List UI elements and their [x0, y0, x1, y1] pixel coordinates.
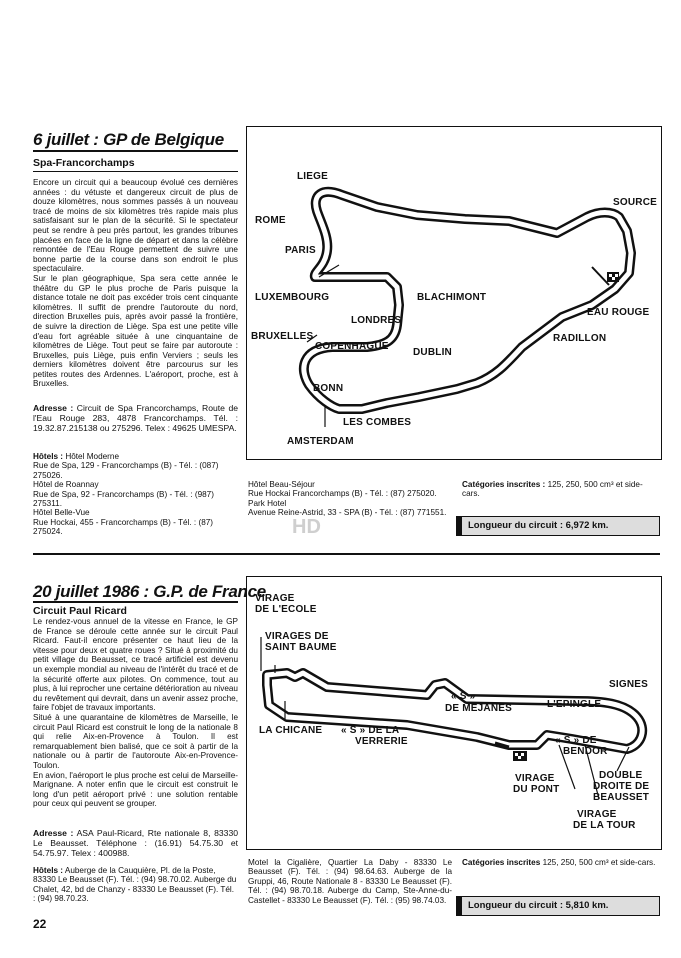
label-epingle: L'EPINGLE — [547, 699, 602, 710]
label-radillon: RADILLON — [553, 333, 607, 344]
belgium-paragraph-1: Encore un circuit qui a beaucoup évolué ces dernières années : du vétuste et dangereux circuit de plus de douze kilomètres, nous sommes passés à un nouveau tracé de moins de six kilomètres très rapide mais plus satisfaisant sur le plan de la sécurité. Si le spectateur peut se rendre à peu près partout, les grandes tribunes placées en face de la ligne de départ et dans la célèbre remontée de l'Eau Rouge permettent de suivre une bonne partie de la course dans son endroit le plus spectaculaire. — [33, 178, 238, 274]
label-rome: ROME — [255, 215, 286, 226]
belgium-hotel-3-name: Hôtel Belle-Vue — [33, 508, 90, 518]
label-s-mejanes-2: DE MEJANES — [445, 703, 513, 714]
france-title: 20 juillet 1986 : G.P. de France — [33, 582, 266, 601]
label-double-1: DOUBLE — [599, 770, 643, 781]
label-liege: LIEGE — [297, 171, 329, 182]
belgium-categories — [462, 480, 660, 499]
label-copenhague: COPENHAGUE — [315, 341, 389, 352]
label-bonn: BONN — [313, 383, 344, 394]
spa-circuit-map — [246, 126, 662, 460]
belgium-address-text: Circuit de Spa Francorchamps, Route de l'Eau Rouge 283, 4878 Francorchamps. Tél. : 19.32.87.215138 ou 275296. Telex : 49625 UMESPA. — [33, 403, 239, 434]
belgium-categories-label: Catégories inscrites : — [462, 480, 546, 489]
page-number: 22 — [33, 917, 47, 931]
belgium-address-label: Adresse : — [33, 403, 74, 413]
label-virage-ecole-2: DE L'ECOLE — [255, 604, 317, 615]
belgium-hotel-2-address: Rue de Spa, 92 - Francorchamps (B) - Tél. : (987) 275311. — [33, 489, 214, 509]
france-address — [33, 828, 238, 859]
label-bruxelles: BRUXELLES — [251, 331, 314, 342]
france-hotels-label: Hôtels : — [33, 866, 64, 875]
belgium-hotel-3-address: Rue Hockai, 455 - Francorchamps (B) - Tél. : (87) 275024. — [33, 517, 214, 537]
france-circuit-name: Circuit Paul Ricard — [33, 605, 127, 617]
label-chicane: LA CHICANE — [259, 725, 323, 736]
france-paragraph-2: Situé à une quarantaine de kilomètres de Marseille, le circuit Paul Ricard est construit le long de la nationale 8 qui relie Aix-en-Provence à Toulon. Il est remarquablement bien balisé, que ce soit à partir de la nationale ou à partir de l'autoroute Aix-en-Provence-Toulon. — [33, 712, 238, 770]
label-amsterdam: AMSTERDAM — [287, 436, 354, 447]
section-divider — [33, 553, 660, 555]
belgium-circuit-name: Spa-Francorchamps — [33, 157, 135, 169]
france-hotels-right: Motel la Cigalière, Quartier La Daby - 83330 Le Beausset (F). Tél. : (94) 98.64.63. Auberge de la Gruppi, 46, Route Nationale 8 - 83330 Le Beausset (F). Tél. : (94) 98.70.18. Auberge du Camp, Ste-Anne-du-Castellet - 83330 Le Beausset (F). Tél. : (95) 98.74.03. — [248, 858, 452, 905]
belgium-hotel-1-address: Rue de Spa, 129 - Francorchamps (B) - Tél. : (087) 275026. — [33, 461, 219, 480]
label-londres: LONDRES — [351, 315, 402, 326]
france-categories-label: Catégories inscrites — [462, 858, 541, 867]
france-paragraph-3: En avion, l'aéroport le plus proche est celui de Marseille-Marignane. A noter enfin que le circuit est construit le long d'un petit aéroport privé : une solution rentable pour ceux qui peuvent se grouper. — [33, 770, 238, 809]
label-eau-rouge: EAU ROUGE — [587, 307, 650, 318]
spa-circuit-drawing — [247, 127, 661, 459]
label-double-2: DROITE DE — [593, 781, 650, 792]
france-categories-text: 125, 250, 500 cm³ et side-cars. — [542, 858, 656, 867]
belgium-paragraph-2: Sur le plan géographique, Spa sera cette année le théâtre du GP le plus proche de Paris puisque la distance totale ne doit pas excéder trois cent cinquante kilomètres. Il suffit de prendre l'autoroute du nord, direction Bruxelles puis, après avoir passé la frontière, de suivre la direction de Liège. Spa est une petite ville d'eau fort agréable située à une cinquantaine de kilomètres de Liège. Tout peut se faire par autoroute : Bruxelles, puis Liège, puis enfin Verviers ; seuls les derniers kilomètres doivent être parcourus sur les petites routes des Ardennes. L'aéroport, proche, est à Bruxelles. — [33, 273, 238, 389]
label-s-mejanes-1: « S » — [451, 691, 476, 702]
label-source: SOURCE — [613, 197, 657, 208]
label-luxembourg: LUXEMBOURG — [255, 292, 330, 303]
label-s-verrerie-1: « S » DE LA — [341, 725, 400, 736]
paul-ricard-circuit-drawing — [247, 577, 661, 849]
belgium-title: 6 juillet : GP de Belgique — [33, 130, 224, 149]
belgium-hotel-2-name: Hôtel de Roannay — [33, 480, 99, 490]
label-virage-tour-2: DE LA TOUR — [573, 820, 636, 831]
belgium-address — [33, 403, 238, 434]
paul-ricard-circuit-map — [246, 576, 662, 850]
label-double-3: BEAUSSET — [593, 792, 650, 803]
label-signes: SIGNES — [609, 679, 648, 690]
label-dublin: DUBLIN — [413, 347, 452, 358]
belgium-hotel-5-address: Avenue Reine-Astrid, 33 - SPA (B) - Tél. : (87) 771551. — [248, 508, 447, 518]
label-virage-pont-2: DU PONT — [513, 784, 560, 795]
belgium-body-text — [33, 178, 238, 389]
belgium-categories-text: 125, 250, 500 cm³ et side-cars. — [462, 480, 643, 499]
belgium-title-rule — [33, 150, 238, 152]
belgium-hotel-1-name: Hôtel Moderne — [65, 452, 120, 461]
watermark-text: HD — [292, 516, 321, 538]
label-les-combes: LES COMBES — [343, 417, 412, 428]
france-hotels-left — [33, 866, 238, 904]
france-paragraph-1: Le rendez-vous annuel de la vitesse en France, le GP de France se déroule cette année sur le circuit Paul Ricard. Faut-il encore présenter ce haut lieu de la vitesse pour deux et quatre roues ? Situé à proximité du petit village du Beausset, ce tracé artificiel est devenu un exemple mondial au niveau de l'intérêt du tracé et de la sécurité offerte aux pilotes. On commence, tout au plus, à lui reprocher une certaine détérioration au niveau du revêtement qui devrait, dans un avenir assez proche, faire l'objet de travaux importants. — [33, 617, 238, 713]
label-s-verrerie-2: VERRERIE — [355, 736, 408, 747]
france-categories — [462, 858, 660, 867]
france-address-text: ASA Paul-Ricard, Rte nationale 8, 83330 Le Beausset. Téléphone : (16.91) 54.75.30 et 54.75.97. Telex : 400988. — [33, 828, 238, 859]
label-blanchimont: BLACHIMONT — [417, 292, 487, 303]
label-virage-ecole-1: VIRAGE — [255, 593, 295, 604]
label-paris: PARIS — [285, 245, 316, 256]
france-title-rule — [33, 601, 238, 603]
france-address-label: Adresse : — [33, 828, 74, 838]
belgium-hotels-left — [33, 452, 238, 537]
belgium-length-box: Longueur du circuit : 6,972 km. — [456, 516, 660, 536]
belgium-circuit-rule — [33, 171, 238, 172]
france-length-box: Longueur du circuit : 5,810 km. — [456, 896, 660, 916]
belgium-hotels-label: Hôtels : — [33, 452, 64, 461]
label-saint-baume-2: SAINT BAUME — [265, 642, 337, 653]
france-hotels-left-text: Auberge de la Cauquière, Pl. de la Poste, 83330 Le Beausset (F). Tél. : (94) 98.70.02. Auberge du Chalet, 42, bd de Chanzy - 83330 Le Beausset (F). Tél. : (94) 98.70.23. — [33, 866, 237, 904]
belgium-hotel-4-name: Hôtel Beau-Séjour — [248, 480, 315, 489]
label-s-bendor-2: BENDOR — [563, 746, 608, 757]
label-virage-pont-1: VIRAGE — [515, 773, 555, 784]
label-saint-baume-1: VIRAGES DE — [265, 631, 329, 642]
belgium-hotels-right — [248, 480, 452, 518]
france-body-text — [33, 617, 238, 809]
label-virage-tour-1: VIRAGE — [577, 809, 617, 820]
belgium-hotel-5-name: Park Hotel — [248, 498, 287, 508]
belgium-hotel-4-address: Rue Hockai Francorchamps (B) - Tél. : (87) 275020. — [248, 489, 437, 499]
label-s-bendor-1: « S » DE — [555, 735, 597, 746]
